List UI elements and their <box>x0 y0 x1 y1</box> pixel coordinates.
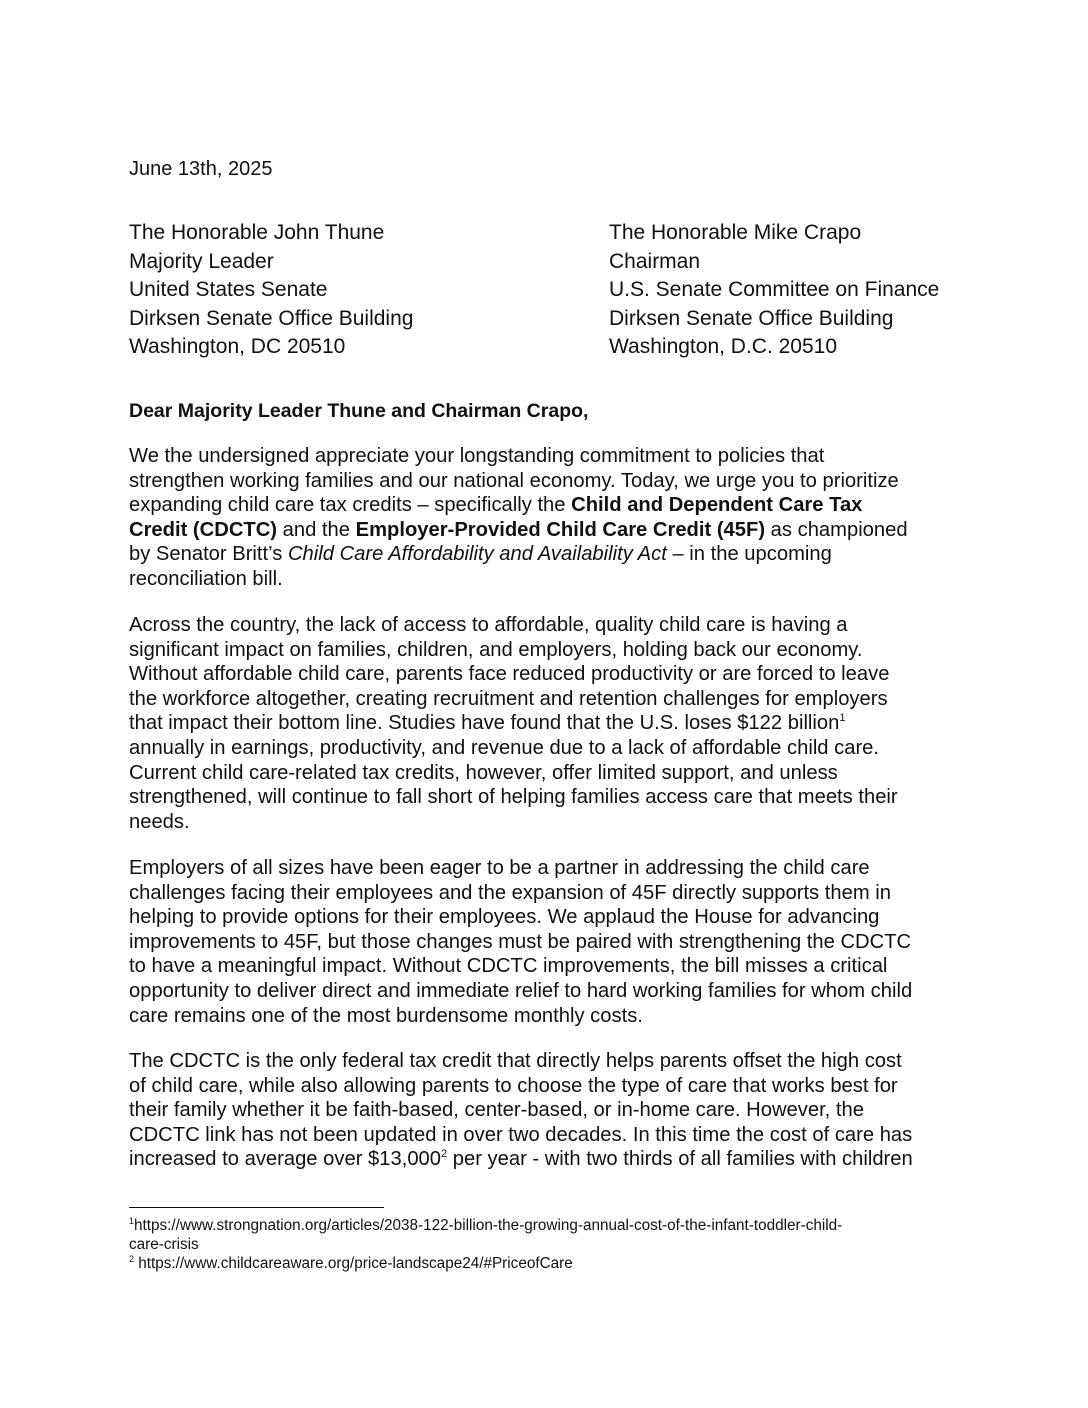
paragraph-line: significant impact on families, children, and employers, holding back our economy. <box>129 638 863 661</box>
footnotes <box>129 1216 969 1273</box>
act-title: Child Care Affordability and Availability Act <box>287 543 667 566</box>
paragraph-line: helping to provide options for their employees. We applaud the House for advancing <box>129 906 880 929</box>
paragraph-line <box>129 1147 969 1172</box>
paragraph-line: challenges facing their employees and the expansion of 45F directly supports them in <box>129 881 891 904</box>
footnote-1-continued[interactable]: care-crisis <box>129 1236 199 1253</box>
paragraph-line: their family whether it be faith-based, center-based, or in-home care. However, the <box>129 1099 864 1122</box>
recipient-building: Dirksen Senate Office Building <box>129 306 414 330</box>
recipient-title: Chairman <box>609 249 701 273</box>
text-run: expanding child care tax credits – specifically the <box>129 494 572 517</box>
paragraph-line: Employers of all sizes have been eager to be a partner in addressing the child care <box>129 857 870 879</box>
paragraph-3 <box>129 856 969 1028</box>
paragraph-line <box>129 542 969 567</box>
footnote-number: 1 <box>129 1216 135 1226</box>
paragraph-line: needs. <box>129 810 190 833</box>
paragraph-line: opportunity to deliver direct and immediate relief to hard working families for whom child <box>129 979 913 1002</box>
footnote-1 <box>129 1216 969 1235</box>
paragraph-1 <box>129 444 969 592</box>
footnote-link[interactable]: https://www.strongnation.org/articles/2038-122-billion-the-growing-annual-cost-of-the-infant-toddler-child- <box>134 1217 843 1234</box>
paragraph-line: Across the country, the lack of access to affordable, quality child care is having a <box>129 614 848 636</box>
recipient-address-thune <box>129 219 413 362</box>
recipient-address-crapo <box>609 219 939 362</box>
recipient-city: Washington, DC 20510 <box>129 335 346 358</box>
paragraph-line: CDCTC link has not been updated in over two decades. In this time the cost of care has <box>129 1123 913 1146</box>
recipient-name: The Honorable Mike Crapo <box>609 221 862 244</box>
footnote-link[interactable]: https://www.childcareaware.org/price-landscape24/#PriceofCare <box>134 1255 573 1272</box>
recipient-org: United States Senate <box>129 278 328 301</box>
recipient-org: U.S. Senate Committee on Finance <box>609 278 940 301</box>
paragraph-line: reconciliation bill. <box>129 567 283 590</box>
paragraph-line: strengthen working families and our national economy. Today, we urge you to prioritize <box>129 469 899 492</box>
text-run: that impact their bottom line. Studies have found that the U.S. loses $122 billion <box>129 712 840 735</box>
bold-term-cdctc: Child and Dependent Care Tax <box>571 494 863 517</box>
paragraph-line: The CDCTC is the only federal tax credit that directly helps parents offset the high cost <box>129 1050 902 1072</box>
paragraph-line: the workforce altogether, creating recruitment and retention challenges for employers <box>129 687 888 710</box>
footnote-ref-1: 1 <box>839 712 846 725</box>
recipient-name: The Honorable John Thune <box>129 221 385 244</box>
footnote-ref-2: 2 <box>441 1148 448 1161</box>
text-run: by Senator Britt’s <box>129 543 288 566</box>
letter-date: June 13th, 2025 <box>129 158 273 180</box>
recipient-title: Majority Leader <box>129 249 274 273</box>
paragraph-line: to have a meaningful impact. Without CDCTC improvements, the bill misses a critical <box>129 955 888 978</box>
paragraph-line: improvements to 45F, but those changes must be paired with strengthening the CDCTC <box>129 930 912 953</box>
paragraph-line: care remains one of the most burdensome monthly costs. <box>129 1004 643 1027</box>
paragraph-line <box>129 711 969 736</box>
recipient-building: Dirksen Senate Office Building <box>609 306 894 330</box>
text-run: and the <box>277 518 356 541</box>
footnote-number: 2 <box>129 1254 135 1264</box>
paragraph-line: strengthened, will continue to fall short of helping families access care that meets their <box>129 786 898 809</box>
paragraph-line: Current child care-related tax credits, however, offer limited support, and unless <box>129 761 838 784</box>
text-run: as championed <box>765 518 908 541</box>
footnote-2 <box>129 1254 969 1273</box>
bold-term-cdctc-abbr: Credit (CDCTC) <box>129 518 278 541</box>
paragraph-line: annually in earnings, productivity, and revenue due to a lack of affordable child care. <box>129 736 880 759</box>
paragraph-line: Without affordable child care, parents face reduced productivity or are forced to leave <box>129 663 890 686</box>
text-run: – in the upcoming <box>666 543 832 566</box>
paragraph-line <box>129 493 969 518</box>
paragraph-4 <box>129 1049 969 1172</box>
bold-term-45f: Employer-Provided Child Care Credit (45F) <box>355 518 766 541</box>
salutation: Dear Majority Leader Thune and Chairman Crapo, <box>129 400 589 422</box>
paragraph-line: We the undersigned appreciate your longstanding commitment to policies that <box>129 445 825 467</box>
paragraph-2 <box>129 613 969 834</box>
text-run: per year - with two thirds of all families with children <box>447 1148 913 1171</box>
text-run: increased to average over $13,000 <box>129 1148 441 1171</box>
paragraph-line <box>129 518 969 543</box>
footnote-divider <box>129 1207 384 1208</box>
recipient-city: Washington, D.C. 20510 <box>609 335 838 358</box>
paragraph-line: of child care, while also allowing parents to choose the type of care that works best for <box>129 1074 898 1097</box>
